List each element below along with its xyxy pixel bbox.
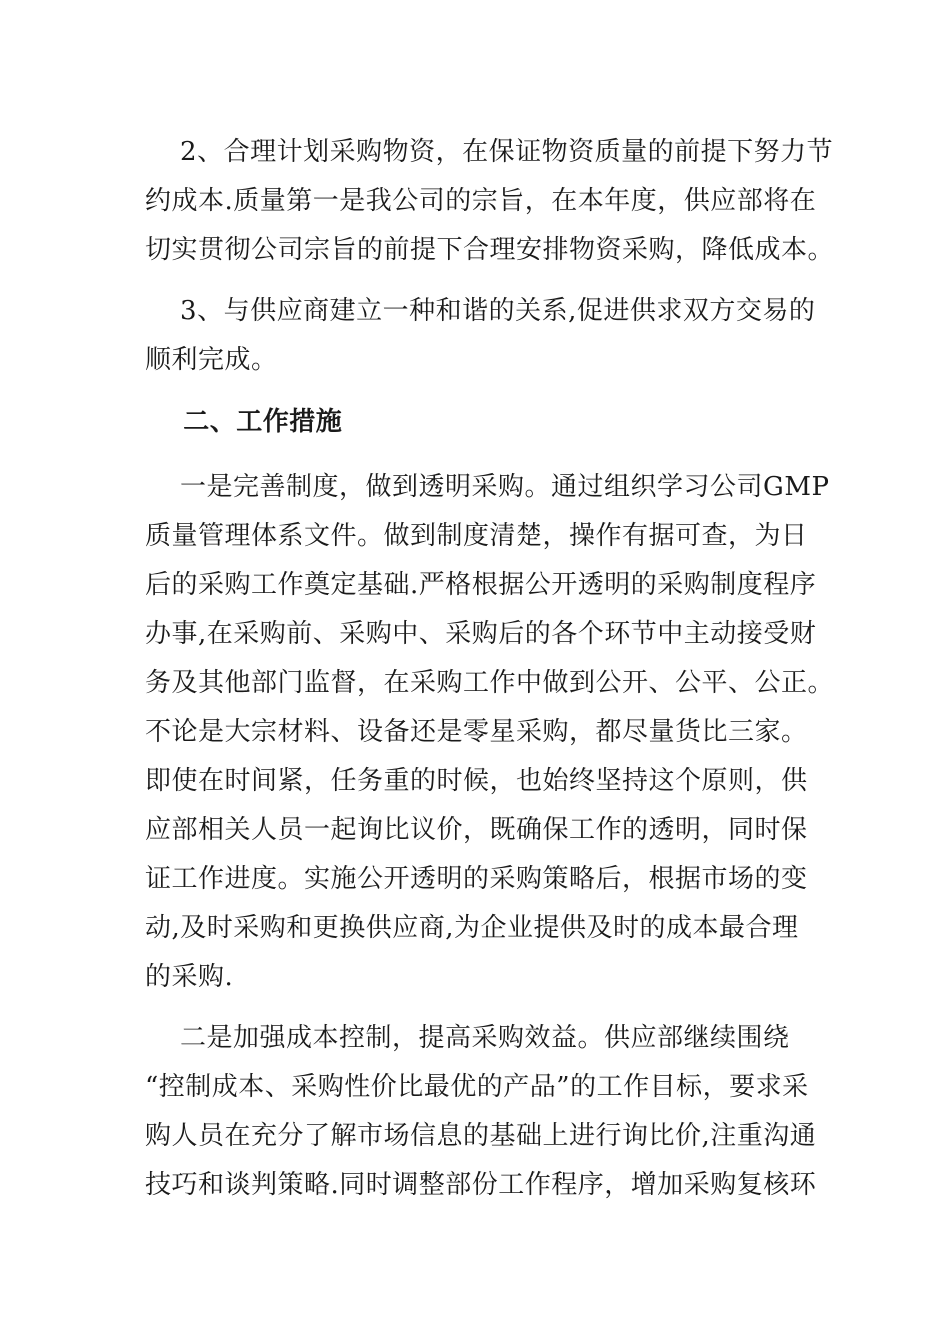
paragraph-3-line-1: 3、与供应商建立一种和谐的关系,促进供求双方交易的 (145, 296, 816, 326)
paragraph-2-line-3: 切实贯彻公司宗旨的前提下合理安排物资采购，降低成本。 (145, 235, 835, 265)
measure-1-line-1: 一是完善制度，做到透明采购。通过组织学习公司GMP (145, 472, 830, 502)
measure-1-line-5: 务及其他部门监督，在采购工作中做到公开、公平、公正。 (145, 668, 835, 698)
paragraph-3-line-2: 顺利完成。 (145, 345, 278, 375)
measure-1-line-4: 办事,在采购前、采购中、采购后的各个环节中主动接受财 (145, 619, 817, 649)
paragraph-2-line-2: 约成本.质量第一是我公司的宗旨，在本年度，供应部将在 (145, 186, 817, 216)
paragraph-2-line-1: 2、合理计划采购物资，在保证物资质量的前提下努力节 (145, 137, 834, 167)
measure-2-line-1: 二是加强成本控制，提高采购效益。供应部继续围绕 (145, 1023, 790, 1053)
measure-1-line-2: 质量管理体系文件。做到制度清楚，操作有据可查，为日 (145, 521, 808, 551)
measure-1-line-10: 动,及时采购和更换供应商,为企业提供及时的成本最合理 (145, 913, 799, 943)
measure-1-line-7: 即使在时间紧，任务重的时候，也始终坚持这个原则，供 (145, 766, 808, 796)
measure-1-line-8: 应部相关人员一起询比议价，既确保工作的透明，同时保 (145, 815, 808, 845)
measure-1-line-9: 证工作进度。实施公开透明的采购策略后，根据市场的变 (145, 864, 808, 894)
measure-1-line-3: 后的采购工作奠定基础.严格根据公开透明的采购制度程序 (145, 570, 817, 600)
measure-2-line-2: “控制成本、采购性价比最优的产品”的工作目标，要求采 (145, 1072, 809, 1102)
measure-2-line-3: 购人员在充分了解市场信息的基础上进行询比价,注重沟通 (145, 1121, 817, 1151)
section-heading: 二、工作措施 (145, 407, 343, 437)
measure-1-line-11: 的采购. (145, 962, 234, 992)
measure-1-line-6: 不论是大宗材料、设备还是零星采购，都尽量货比三家。 (145, 717, 808, 747)
measure-2-line-4: 技巧和谈判策略.同时调整部份工作程序，增加采购复核环 (145, 1170, 817, 1200)
